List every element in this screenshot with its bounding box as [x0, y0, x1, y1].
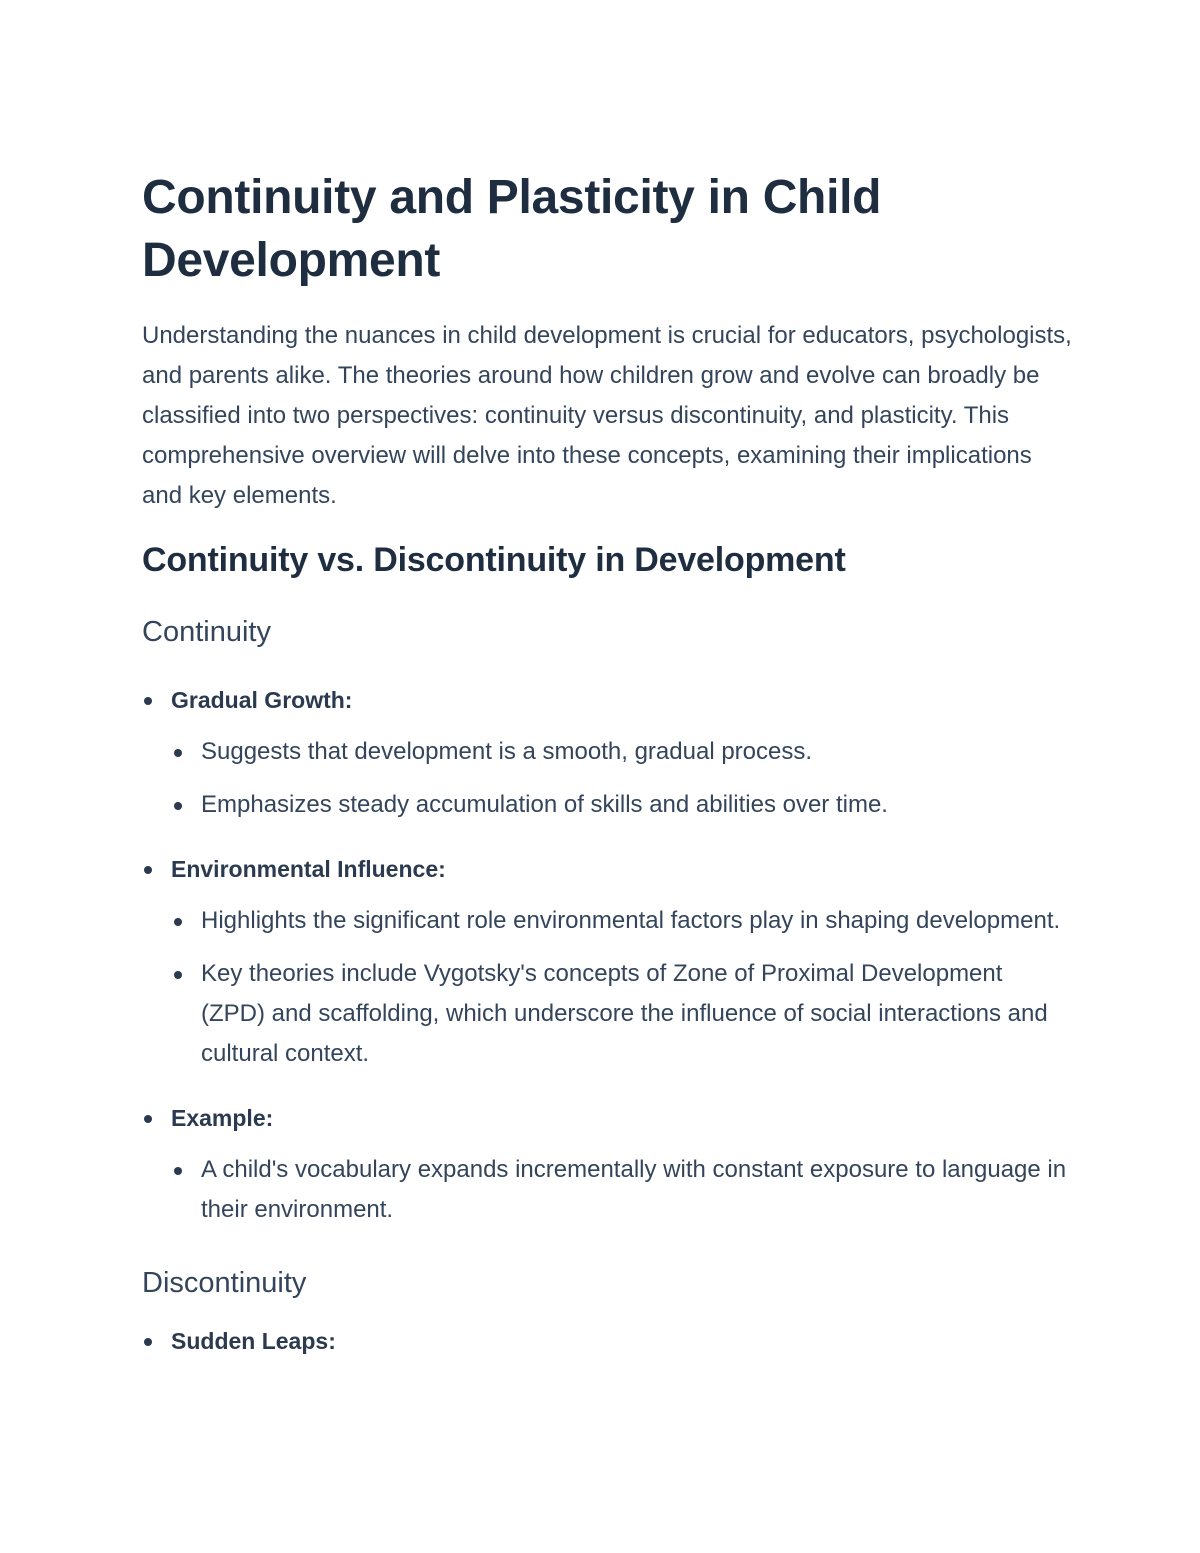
- sub-list-item: Suggests that development is a smooth, gradual process.: [171, 732, 1072, 772]
- list-item: [142, 680, 1072, 825]
- intro-paragraph: Understanding the nuances in child development is crucial for educators, psychologists, and parents alike. The theories around how children grow and evolve can broadly be classified into two perspectives: continuity versus discontinuity, and plasticity. This comprehensive overview will delve into these concepts, examining their implications and key elements.: [142, 322, 1072, 509]
- term-label: Sudden Leaps:: [171, 1328, 336, 1354]
- sub-list-item: Key theories include Vygotsky's concepts of Zone of Proximal Development (ZPD) and scaffolding, which underscore the influence of social interactions and cultural context.: [171, 954, 1072, 1074]
- discontinuity-list: [142, 1321, 1072, 1361]
- subsection-heading-continuity: Continuity: [142, 616, 271, 648]
- sub-list-item: A child's vocabulary expands incrementally with constant exposure to language in their environment.: [171, 1150, 1072, 1230]
- sub-list: [171, 901, 1072, 1074]
- subsection-heading-discontinuity: Discontinuity: [142, 1267, 307, 1299]
- term-label: Environmental Influence:: [171, 856, 446, 882]
- sub-list: [171, 1150, 1072, 1230]
- document-content: [142, 166, 1072, 1361]
- section-heading: Continuity vs. Discontinuity in Development: [142, 541, 846, 579]
- list-item: [142, 1321, 1072, 1361]
- sub-list: [171, 732, 1072, 825]
- list-item: [142, 1098, 1072, 1230]
- sub-list-item: Emphasizes steady accumulation of skills and abilities over time.: [171, 785, 1072, 825]
- continuity-list: [142, 680, 1072, 1230]
- list-item: [142, 849, 1072, 1074]
- page-title: Continuity and Plasticity in Child Development: [142, 171, 882, 287]
- sub-list-item: Highlights the significant role environmental factors play in shaping development.: [171, 901, 1072, 941]
- term-label: Example:: [171, 1105, 274, 1131]
- term-label: Gradual Growth:: [171, 687, 353, 713]
